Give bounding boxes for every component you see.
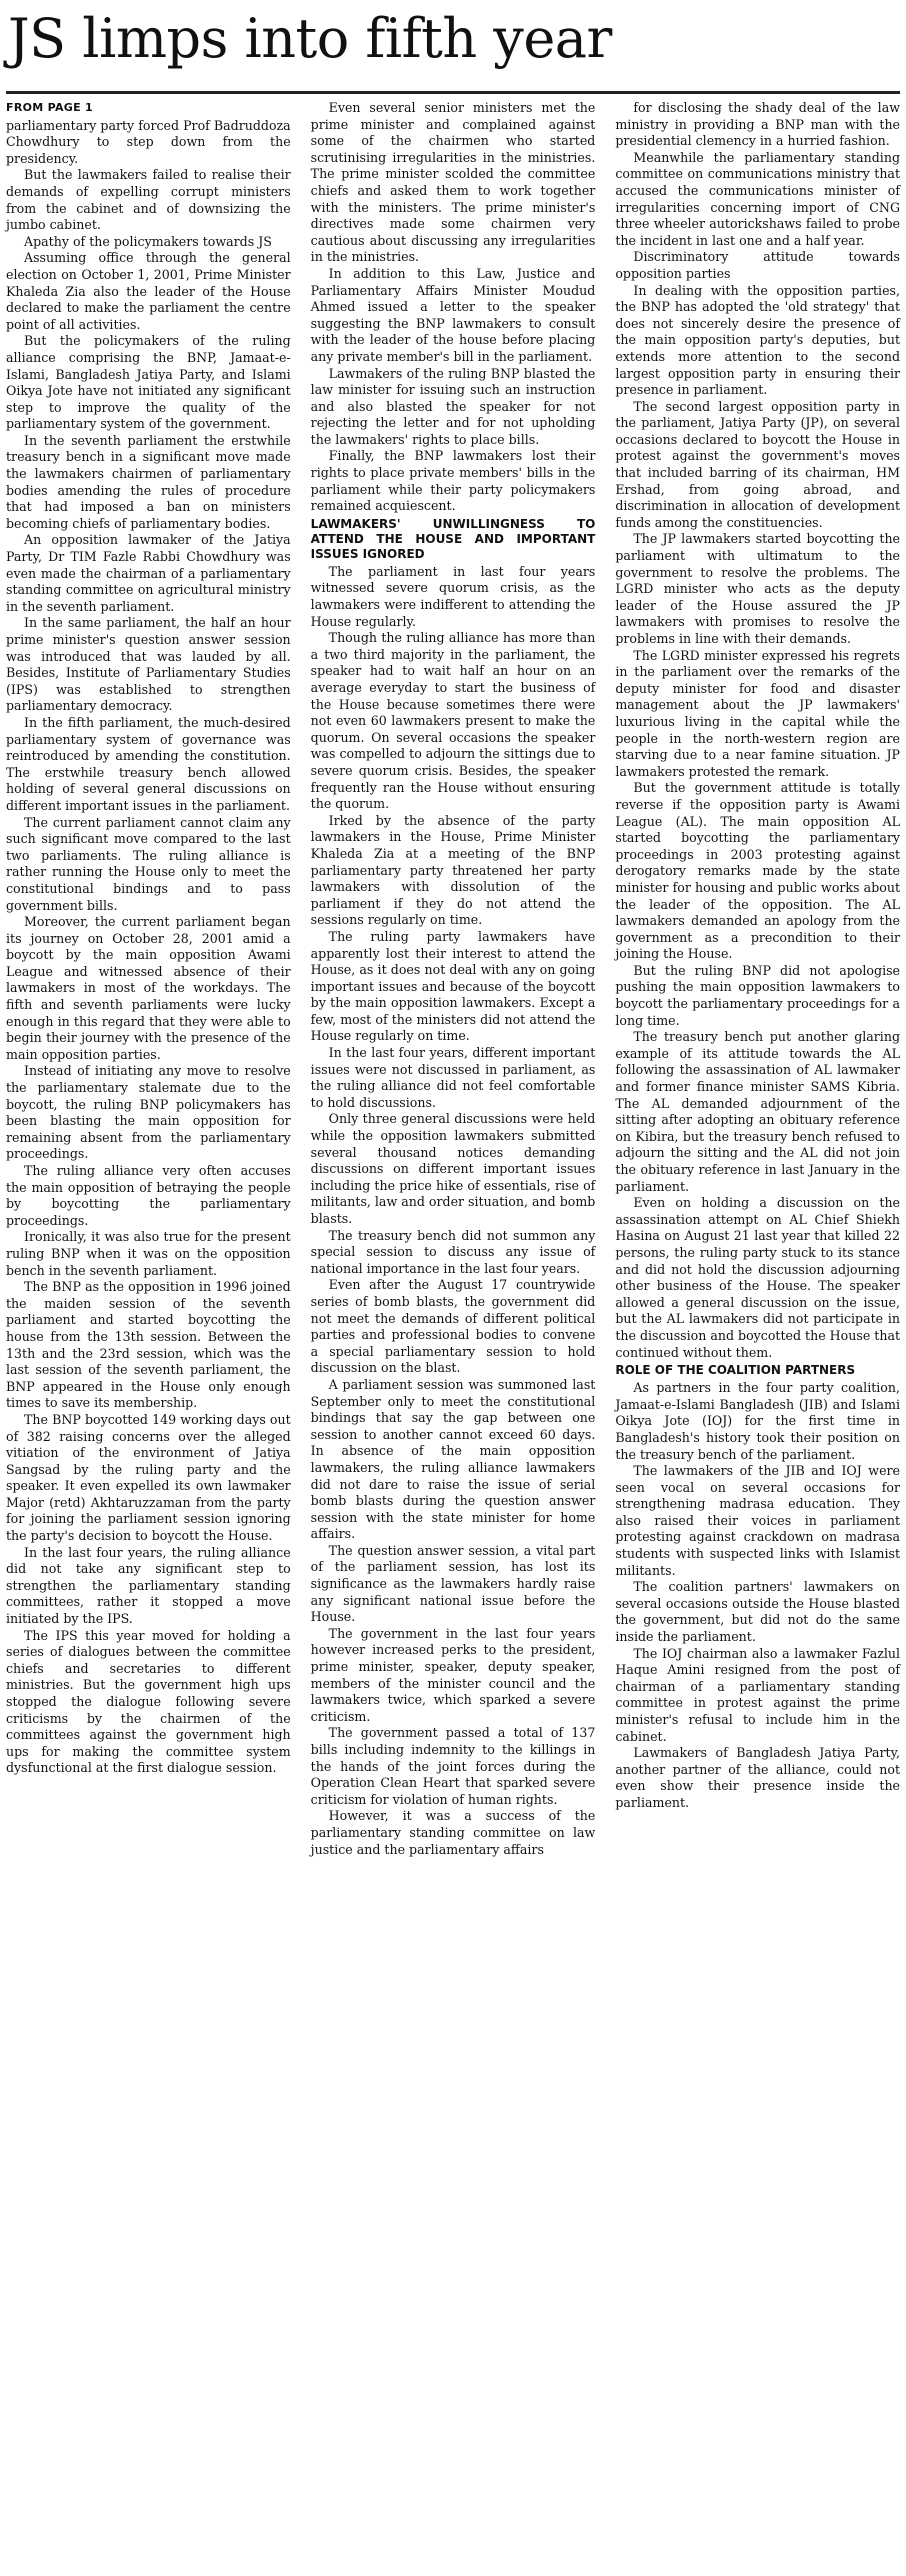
article-paragraph: But the government attitude is totally reverse if the opposition party is Awami League (AL). The main opposition AL started boycotting the parliamentary proceedings in 2003 protesting against derogatory remarks made by the state minister for housing and public works about the leader of the opposition. The AL lawmakers demanded an apology from the government as a precondition to their joining the House.: [615, 780, 901, 962]
article-paragraph: In the seventh parliament the erstwhile treasury bench in a significant move made the lawmakers chairmen of parliamentary bodies amending the rules of procedure that had imposed a ban on ministers becoming chiefs of parliamentary bodies.: [6, 432, 291, 531]
article-paragraph: Instead of initiating any move to resolve the parliamentary stalemate due to the boycott, the ruling BNP policymakers has been blasting the main opposition for remaining absent from the parliamentary proceedings.: [6, 1063, 291, 1162]
article-paragraph: Discriminatory attitude towards opposition parties: [615, 249, 901, 281]
section-subhead: LAWMAKERS' UNWILLINGNESS TO ATTEND THE HOUSE AND IMPORTANT ISSUES IGNORED: [310, 516, 596, 561]
article-paragraph: The treasury bench did not summon any special session to discuss any issue of national importance in the last four years.: [310, 1227, 596, 1276]
article-paragraph: In addition to this Law, Justice and Parliamentary Affairs Minister Moudud Ahmed issued a letter to the speaker suggesting the BNP lawmakers to consult with the leader of the house before placing any private member's bill in the parliament.: [310, 265, 596, 364]
article-paragraph: In the last four years, the ruling alliance did not take any significant step to strengthen the parliamentary standing committees, rather it stopped a move initiated by the IPS.: [6, 1544, 291, 1627]
article-paragraph: Assuming office through the general election on October 1, 2001, Prime Minister Khaleda Zia also the leader of the House declared to make the parliament the centre point of all activities.: [6, 250, 291, 332]
article-paragraph: The government passed a total of 137 bills including indemnity to the killings in the hands of the joint forces during the Operation Clean Heart that sparked severe criticism for violation of human rights.: [310, 1725, 596, 1807]
article-paragraph: The ruling alliance very often accuses the main opposition of betraying the people by boycotting the parliamentary proceedings.: [6, 1163, 291, 1228]
article-paragraph: A parliament session was summoned last September only to meet the constitutional bindings that say the gap between one session to another cannot exceed 60 days. In absence of the main opposition lawmakers, the ruling alliance lawmakers did not dare to raise the issue of serial bomb blasts during the question answer session with the state minister for home affairs.: [310, 1376, 596, 1542]
article-paragraph: Finally, the BNP lawmakers lost their rights to place private members' bills in the parliament while their party policymakers remained acquiescent.: [310, 448, 596, 514]
article-paragraph: parliamentary party forced Prof Badruddoza Chowdhury to step down from the presidency.: [6, 117, 291, 166]
column-2: [311, 100, 596, 1858]
article-paragraph: The IPS this year moved for holding a series of dialogues between the committee chiefs and secretaries to different ministries. But the government high ups stopped the dialogue following severe criticisms by the chairmen of the committees against the government high ups for making the committee system dysfunctional at the first dialogue session.: [6, 1627, 291, 1776]
article-paragraph: In the same parliament, the half an hour prime minister's question answer session was introduced that was lauded by all. Besides, Institute of Parliamentary Studies (IPS) was established to strengthen parliamentary democracy.: [6, 615, 291, 714]
column-1: [6, 100, 291, 1858]
article-paragraph: Though the ruling alliance has more than a two third majority in the parliament, the speaker had to wait half an hour on an average everyday to start the business of the House because sometimes there were not even 60 lawmakers present to make the quorum. On several occasions the speaker was compelled to adjourn the sittings due to severe quorum crisis. Besides, the speaker frequently ran the House without ensuring the quorum.: [310, 630, 596, 812]
article-paragraph: The government in the last four years however increased perks to the president, prime minister, speaker, deputy speaker, members of the minister council and the lawmakers twice, which sparked a severe criticism.: [310, 1625, 596, 1724]
article-paragraph: In the fifth parliament, the much-desired parliamentary system of governance was reintroduced by amending the constitution. The erstwhile treasury bench allowed holding of several general discussions on different important issues in the parliament.: [6, 714, 291, 813]
article-paragraph: for disclosing the shady deal of the law ministry in providing a BNP man with the presidential clemency in a hurried fashion.: [615, 100, 901, 149]
article-paragraph: Meanwhile the parliamentary standing committee on communications ministry that accused the communications minister of irregularities concerning import of CNG three wheeler autorickshaws failed to probe the incident in last one and a half year.: [615, 149, 901, 248]
article-paragraph: But the policymakers of the ruling alliance comprising the BNP, Jamaat-e-Islami, Bangladesh Jatiya Party, and Islami Oikya Jote have not initiated any significant step to improve the quality of the parliamentary system of the government.: [6, 333, 291, 432]
article-paragraph: Even several senior ministers met the prime minister and complained against some of the chairmen who started scrutinising irregularities in the ministries. The prime minister scolded the committee chiefs and asked them to work together with the ministers. The prime minister's directives made some chairmen very cautious about discussing any irregularities in the ministries.: [310, 100, 596, 265]
article-paragraph: Lawmakers of the ruling BNP blasted the law minister for issuing such an instruction and also blasted the speaker for not rejecting the letter and for not upholding the lawmakers' rights to place bills.: [310, 365, 596, 447]
article-paragraph: The lawmakers of the JIB and IOJ were seen vocal on several occasions for strengthening madrasa education. They also raised their voices in parliament protesting against crackdown on madrasa students with suspected links with Islamist militants.: [615, 1463, 901, 1578]
article-paragraph: In the last four years, different important issues were not discussed in parliament, as the ruling alliance did not feel comfortable to hold discussions.: [310, 1045, 596, 1110]
kicker: FROM PAGE 1: [6, 101, 94, 114]
article-paragraph: Ironically, it was also true for the present ruling BNP when it was on the opposition bench in the seventh parliament.: [6, 1229, 291, 1278]
article-paragraph: But the lawmakers failed to realise their demands of expelling corrupt ministers from the cabinet and of downsizing the jumbo cabinet.: [6, 167, 291, 233]
article-paragraph: The IOJ chairman also a lawmaker Fazlul Haque Amini resigned from the post of chairman of a parliamentary standing committee in protest against the prime minister's refusal to include him in the cabinet.: [615, 1645, 901, 1744]
article-paragraph: Moreover, the current parliament began its journey on October 28, 2001 amid a boycott by the main opposition Awami League and witnessed absence of their lawmakers in most of the workdays. The fifth and seventh parliaments were lucky enough in this regard that they were able to begin their journey with the presence of the main opposition parties.: [6, 914, 291, 1062]
article-paragraph: Apathy of the policymakers towards JS: [24, 233, 272, 249]
article-paragraph: However, it was a success of the parliamentary standing committee on law justice and the parliamentary affairs: [310, 1808, 596, 1857]
headline: JS limps into fifth year: [6, 0, 900, 94]
article-paragraph: The coalition partners' lawmakers on several occasions outside the House blasted the government, but did not do the same inside the parliament.: [615, 1579, 901, 1645]
section-subhead: ROLE OF THE COALITION PARTNERS: [615, 1363, 856, 1378]
article-paragraph: The LGRD minister expressed his regrets in the parliament over the remarks of the deputy minister for food and disaster management about the JP lawmakers' luxurious living in the capital while the people in the north-western region are starving due to a near famine situation. JP lawmakers protested the remark.: [615, 647, 901, 779]
article-paragraph: Only three general discussions were held while the opposition lawmakers submitted several thousand notices demanding discussions on different important issues including the price hike of essentials, rise of militants, law and order situation, and bomb blasts.: [310, 1111, 596, 1226]
article-paragraph: Irked by the absence of the party lawmakers in the House, Prime Minister Khaleda Zia at a meeting of the BNP parliamentary party threatened her party lawmakers with dissolution of the parliament if they do not attend the sessions regularly on time.: [310, 812, 596, 928]
article-paragraph: As partners in the four party coalition, Jamaat-e-Islami Bangladesh (JIB) and Islami Oikya Jote (IOJ) for the first time in Bangladesh's history took their position on the treasury bench of the parliament.: [615, 1380, 901, 1462]
article-paragraph: Even after the August 17 countrywide series of bomb blasts, the government did not meet the demands of different political parties and professional bodies to convene a special parliamentary session to hold discussion on the blast.: [310, 1277, 596, 1376]
article-paragraph: The second largest opposition party in the parliament, Jatiya Party (JP), on several occasions declared to boycott the House in protest against the government's moves that included barring of its chairman, HM Ershad, from going abroad, and discrimination in allocation of development funds among the constituencies.: [615, 398, 901, 530]
article-paragraph: An opposition lawmaker of the Jatiya Party, Dr TIM Fazle Rabbi Chowdhury was even made the chairman of a parliamentary standing committee on agricultural ministry in the seventh parliament.: [6, 532, 291, 614]
article-paragraph: The parliament in last four years witnessed severe quorum crisis, as the lawmakers were indifferent to attending the House regularly.: [310, 563, 596, 629]
article-paragraph: The JP lawmakers started boycotting the parliament with ultimatum to the government to resolve the problems. The LGRD minister who acts as the deputy leader of the House assured the JP lawmakers with promises to resolve the problems in line with their demands.: [615, 531, 901, 646]
article-paragraph: Lawmakers of Bangladesh Jatiya Party, another partner of the alliance, could not even show their presence inside the parliament.: [615, 1745, 901, 1810]
article-columns: [6, 94, 900, 1858]
article-paragraph: The BNP boycotted 149 working days out of 382 raising concerns over the alleged vitiation of the environment of Jatiya Sangsad by the ruling party and the speaker. It even expelled its own lawmaker Major (retd) Akhtaruzzaman from the party for joining the parliament session ignoring the party's decision to boycott the House.: [6, 1411, 291, 1544]
article-paragraph: In dealing with the opposition parties, the BNP has adopted the 'old strategy' that does not sincerely desire the presence of the main opposition party's deputies, but extends more attention to the second largest opposition party in ensuring their presence in parliament.: [615, 282, 901, 398]
column-3: [615, 100, 900, 1858]
article-paragraph: Even on holding a discussion on the assassination attempt on AL Chief Shiekh Hasina on August 21 last year that killed 22 persons, the ruling party stuck to its stance and did not hold the discussion adjourning other business of the House. The speaker allowed a general discussion on the issue, but the AL lawmakers did not participate in the discussion and boycotted the House that continued without them.: [615, 1195, 901, 1360]
article-paragraph: But the ruling BNP did not apologise pushing the main opposition lawmakers to boycott the parliamentary proceedings for a long time.: [615, 962, 901, 1028]
article-paragraph: The current parliament cannot claim any such significant move compared to the last two parliaments. The ruling alliance is rather running the House only to meet the constitutional bindings and to pass government bills.: [6, 814, 291, 913]
article-paragraph: The question answer session, a vital part of the parliament session, has lost its significance as the lawmakers hardly raise any significant national issue before the House.: [310, 1542, 596, 1625]
article-paragraph: The BNP as the opposition in 1996 joined the maiden session of the seventh parliament and started boycotting the house from the 13th session. Between the 13th and the 23rd session, which was the last session of the seventh parliament, the BNP appeared in the House only enough times to save its membership.: [6, 1279, 291, 1411]
article-paragraph: The ruling party lawmakers have apparently lost their interest to attend the House, as it does not deal with any on going important issues and because of the boycott by the main opposition lawmakers. Except a few, most of the ministers did not attend the House regularly on time.: [310, 928, 596, 1044]
article-paragraph: The treasury bench put another glaring example of its attitude towards the AL following the assassination of AL lawmaker and former finance minister SAMS Kibria. The AL demanded adjournment of the sitting after adopting an obituary reference on Kibira, but the treasury bench refused to adjourn the sitting and the AL did not join the obituary reference in last January in the parliament.: [615, 1029, 901, 1194]
